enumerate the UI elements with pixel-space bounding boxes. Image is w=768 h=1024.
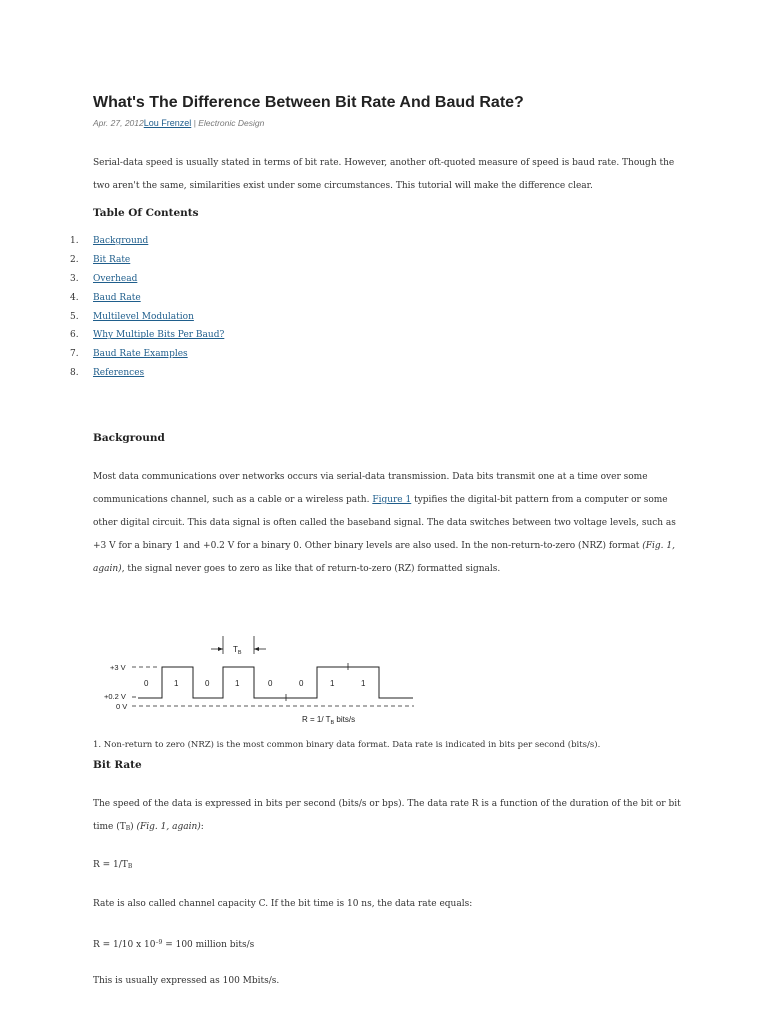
figure-caption: 1. Non-return to zero (NRZ) is the most common binary data format. Data rate is indicated in bits per second (bits/s).: [93, 740, 601, 750]
toc-item: [70, 312, 224, 331]
toc-heading: Table Of Contents: [93, 207, 199, 219]
background-text-3: , the signal never goes to zero as like that of return-to-zero (RZ) formatted signals.: [121, 564, 501, 574]
background-text-1: Most data communications over networks occurs via serial-data transmission. Data bits transmit one at a time over some communications channel, such as a cable or a wireless path.: [93, 472, 648, 505]
figure-reference: (Fig. 1, again): [136, 822, 201, 832]
toc-link-baud-rate[interactable]: Baud Rate: [93, 292, 141, 303]
formula-text: R = 1/T: [93, 860, 128, 870]
toc-link-why-multiple-bits[interactable]: Why Multiple Bits Per Baud?: [93, 330, 225, 341]
bit-label: 0: [268, 679, 273, 688]
toc-item: [70, 368, 224, 387]
article-title: What's The Difference Between Bit Rate And Baud Rate?: [93, 94, 524, 111]
toc-number: 7.: [70, 349, 79, 360]
byline: [93, 118, 264, 128]
toc-number: 6.: [70, 330, 79, 341]
channel-capacity-paragraph: Rate is also called channel capacity C. If the bit time is 10 ns, the data rate equals:: [93, 899, 473, 909]
bit-rate-text-2: ): [130, 822, 137, 832]
label-0v: 0 V: [116, 702, 128, 711]
toc-number: 4.: [70, 292, 79, 303]
subscript: B: [125, 825, 131, 832]
formula-bit-rate: [93, 854, 683, 878]
background-text-2: typifies the digital-bit pattern from a computer or some other digital circuit. This data signal is often called the baseband signal. The data switches between two voltage levels, such as +3 V for a binary 1 and +0.2 V for a binary 0. Other binary levels are also used. In the non-return-to-zero (NRZ) format: [93, 495, 676, 551]
toc-item: [70, 293, 224, 312]
bit-rate-paragraph: [93, 793, 683, 840]
toc-link-baud-rate-examples[interactable]: Baud Rate Examples: [93, 349, 188, 360]
figure-1-link[interactable]: Figure 1: [372, 495, 412, 505]
nrz-waveform: [138, 667, 413, 698]
toc-number: 3.: [70, 273, 79, 284]
toc-item: [70, 330, 224, 349]
formula-result: = 100 million bits/s: [162, 940, 255, 950]
toc-link-multilevel-modulation[interactable]: Multilevel Modulation: [93, 311, 194, 322]
label-3v: +3 V: [110, 663, 126, 672]
nrz-waveform-figure: [96, 632, 426, 728]
toc-link-bit-rate[interactable]: Bit Rate: [93, 254, 131, 265]
figure-reference: (Fig. 1, again): [93, 541, 675, 574]
intro-paragraph: Serial-data speed is usually stated in terms of bit rate. However, another oft-quoted measure of speed is baud rate. Though the two aren't the same, similarities exist under some circumstances. This tutorial will make the difference clear.: [93, 158, 675, 191]
bit-label: 1: [174, 679, 179, 688]
formula-example: [93, 931, 683, 957]
bit-rate-text-3: :: [200, 822, 204, 832]
toc-item: [70, 255, 224, 274]
bit-rate-text-1: The speed of the data is expressed in bits per second (bits/s or bps). The data rate R is a function of the duration of the bit or bit time (T: [93, 799, 681, 832]
bit-label: 0: [205, 679, 210, 688]
mbits-paragraph: This is usually expressed as 100 Mbits/s.: [93, 976, 280, 986]
label-02v: +0.2 V: [104, 692, 126, 701]
toc-link-background[interactable]: Background: [93, 236, 149, 246]
background-paragraph: [93, 466, 683, 581]
rate-formula: R = 1/ $T_B$ bits/s: [302, 715, 356, 726]
publish-date: Apr. 27, 2012: [93, 118, 144, 128]
bit-rate-heading: Bit Rate: [93, 759, 142, 771]
tb-arrowhead-left: [218, 647, 223, 651]
toc-item: [70, 274, 224, 293]
toc-number: 2.: [70, 254, 79, 265]
tb-arrowhead-right: [254, 647, 259, 651]
toc-number: 5.: [70, 311, 79, 322]
toc-number: 8.: [70, 368, 79, 379]
bit-label: 0: [299, 679, 304, 688]
author-link[interactable]: Lou Frenzel: [143, 118, 192, 128]
tb-label: $T_B$: [233, 645, 242, 656]
formula-text: R = 1/10 x 10: [93, 940, 156, 950]
toc-link-references[interactable]: References: [93, 368, 145, 379]
publication-name: | Electronic Design: [191, 118, 265, 128]
toc-item: [70, 236, 224, 255]
subscript: B: [127, 863, 133, 870]
toc-link-overhead[interactable]: Overhead: [93, 273, 138, 284]
toc-number: 1.: [70, 236, 79, 246]
bit-label: 1: [235, 679, 240, 688]
background-heading: Background: [93, 432, 165, 444]
toc-item: [70, 349, 224, 368]
bit-label: 0: [144, 679, 149, 688]
table-of-contents: [70, 236, 224, 387]
bit-label: 1: [361, 679, 366, 688]
superscript: –9: [155, 939, 163, 946]
bit-label: 1: [330, 679, 335, 688]
